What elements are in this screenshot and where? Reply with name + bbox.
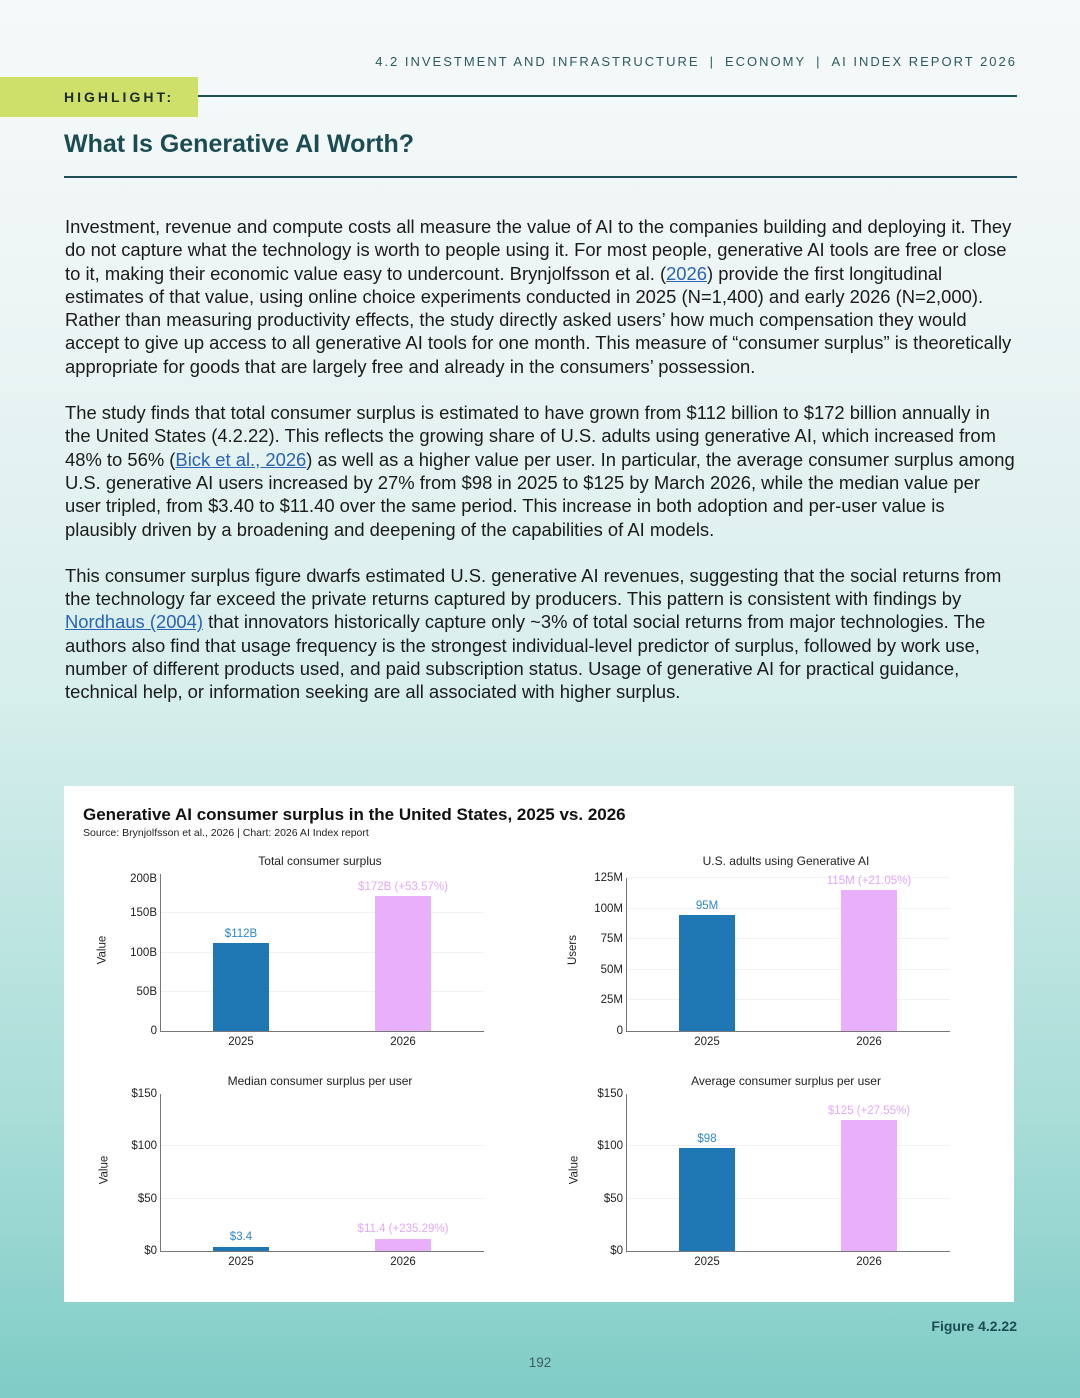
figure-label: Figure 4.2.22 [931,1318,1017,1334]
data-label-2025: $3.4 [229,1231,253,1244]
data-label-2026: $11.4 (+235.29%) [357,1223,449,1236]
data-label-2026: $125 (+27.55%) [827,1104,911,1117]
nordhaus-link[interactable]: Nordhaus (2004) [65,611,204,633]
breadcrumb-report: AI INDEX REPORT 2026 [831,54,1017,69]
panel-average-surplus [560,1074,980,1274]
y-axis-label: Value [568,1155,581,1185]
y-axis-label: Value [98,1155,111,1185]
breadcrumb [375,54,1017,69]
data-label-2026: $172B (+53.57%) [358,880,448,893]
breadcrumb-separator: | [816,54,822,69]
data-label-2025: $112B [224,927,258,940]
body-text [65,215,1020,727]
paragraph-3: This consumer surplus figure dwarfs estimated U.S. generative AI revenues, suggesting that the social returns from the technology far exceed the private returns captured by producers. This pattern is consistent with findings by Nordhaus (2004) that innovators historically capture only ~3% of total social returns from major technologies. The authors also find that usage frequency is the strongest individual-level predictor of surplus, followed by work use, number of different products used, and paid subscription status. Usage of generative AI for practical guidance, technical help, or information seeking are all associated with higher surplus. [65,564,1002,703]
paragraph-2: The study finds that total consumer surplus is estimated to have grown from $112 billion to $172 billion annually in the United States (4.2.22). This reflects the growing share of U.S. adults using generative AI, which increased from 48% to 56% (Bick et al., 2026) as well as a higher value per user. In particular, the average consumer surplus among U.S. generative AI users increased by 27% from $98 in 2025 to $125 by March 2026, while the median value per user tripled, from $3.40 to $11.40 over the same period. This increase in both adoption and per-user value is plausibly driven by a broadening and deepening of the capabilities of AI models. [65,402,1015,540]
bar-2025 [213,1247,269,1251]
bar-2026 [375,1239,431,1251]
data-label-2025: 95M [695,899,719,912]
bar-2025 [679,915,735,1031]
panel-title: Total consumer surplus [258,854,382,868]
panel-title: Median consumer surplus per user [227,1074,413,1088]
paragraph-1: Investment, revenue and compute costs all measure the value of AI to the companies building and deploying it. They do not capture what the technology is worth to people using it. For most people, generative AI tools are free or close to it, making their economic value easy to undercount. Brynjolfsson et al. (2026) provide the first longitudinal estimates of that value, using online choice experiments conducted in 2025 (N=1,400) and early 2026 (N=2,000). Rather than measuring productivity effects, the study directly asked users’ how much compensation they would accept to give up access to all generative AI tools for one month. This measure of “consumer surplus” is theoretically appropriate for goods that are largely free and already in the consumers’ possession. [65,216,1012,377]
page-title: What Is Generative AI Worth? [64,130,415,158]
data-label-2025: $98 [697,1133,717,1146]
bar-2025 [679,1148,735,1251]
highlight-tag: HIGHLIGHT: [0,77,198,117]
bick-link[interactable]: Bick et al., 2026 [175,448,307,470]
plot-area: $0 $50 $100 $150 $3.4 $11.4 (+235.29%) 2025 2026 [160,1094,484,1252]
plot-area: 0 50B 100B 150B 200B $112B $172B (+53.57%) 2025 2026 [160,874,484,1032]
panel-title: Average consumer surplus per user [691,1074,881,1088]
y-axis-label: Value [96,935,109,965]
panel-title: U.S. adults using Generative AI [702,854,870,868]
chart-card [64,786,1014,1302]
page-number: 192 [528,1355,552,1370]
bar-2025 [213,943,269,1031]
brynjolfsson-link[interactable]: 2026 [666,262,707,284]
breadcrumb-section: 4.2 INVESTMENT AND INFRASTRUCTURE [375,54,700,69]
panel-total-surplus [94,854,514,1054]
plot-area: $0 $50 $100 $150 $98 $125 (+27.55%) 2025 2026 [626,1094,950,1252]
chart-source: Source: Brynjolfsson et al., 2026 | Chart: 2026 AI Index report [83,827,369,839]
bar-2026 [841,890,897,1031]
y-axis-label: Users [567,934,580,966]
data-label-2026: 115M (+21.05%) [826,875,912,888]
panel-median-surplus [94,1074,514,1274]
bar-2026 [375,896,431,1031]
bar-2026 [841,1120,897,1251]
panel-adults-using-ai [560,854,980,1054]
divider [198,95,1017,97]
chart-title: Generative AI consumer surplus in the United States, 2025 vs. 2026 [83,805,626,824]
plot-area: 0 25M 50M 75M 100M 125M 95M 115M (+21.05%) 2025 2026 [626,878,950,1032]
breadcrumb-separator: | [709,54,715,69]
breadcrumb-chapter: ECONOMY [724,54,807,69]
divider [64,176,1017,178]
